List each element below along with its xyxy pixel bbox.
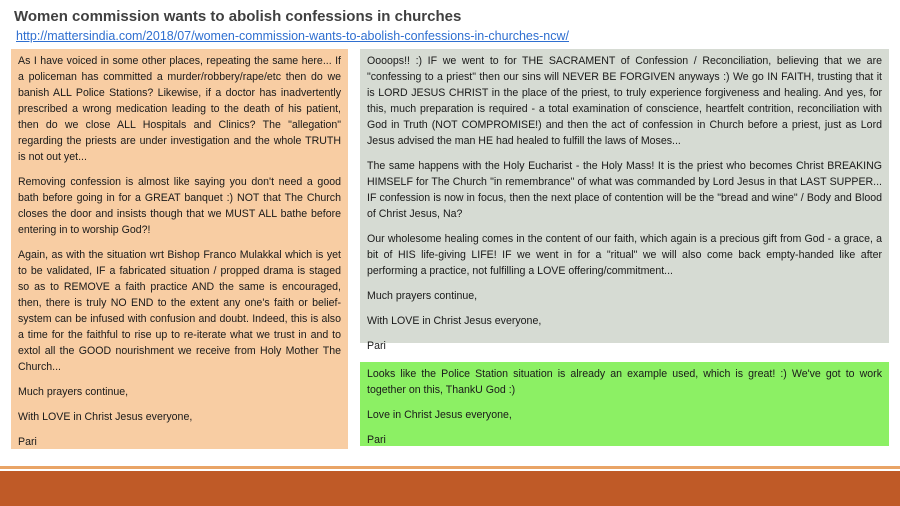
footer-bar xyxy=(0,471,900,506)
comment-box-left xyxy=(11,49,348,449)
comment-signature: Pari xyxy=(18,436,37,448)
comment-signature: Pari xyxy=(367,340,386,352)
comment-paragraph: Much prayers continue, xyxy=(367,290,478,302)
comment-paragraph: As I have voiced in some other places, repeating the same here... If a policeman has committed a murder/robbery/rape/etc then do we banish ALL Police Stations? Likewise, if a doctor has inadvertently prescribed a wrong medication leading to the death of his patient, then do we close ALL Hospitals and Clinics? The "allegation" regarding the priests are under investigation and the whole TRUTH is not out yet... xyxy=(18,55,341,163)
comment-paragraph: The same happens with the Holy Eucharist - the Holy Mass! It is the priest who becomes Christ BREAKING HIMSELF for The Church "in remembrance" of what was commanded by Lord Jesus in that LAST SUPPER... IF confession is now in focus, then the next place of contention will be the "bread and wine" / Body and Blood of Christ Jesus, Na? xyxy=(367,160,882,220)
comment-paragraph: Love in Christ Jesus everyone, xyxy=(367,409,512,421)
comment-paragraph: Much prayers continue, xyxy=(18,386,129,398)
footer-accent-line xyxy=(0,466,900,469)
comment-signature: Pari xyxy=(367,434,386,446)
comment-paragraph: Looks like the Police Station situation is already an example used, which is great! :) We've got to work together on this, ThankU God :) xyxy=(367,368,882,396)
comment-box-right-bottom xyxy=(360,362,889,446)
comment-paragraph: Again, as with the situation wrt Bishop Franco Mulakkal which is yet to be validated, IF a fabricated situation / propped drama is staged so as to REMOVE a faith practice AND the same is encouraged, then, there is truly NO END to the extent any one's faith or belief-system can be infused with confusion and doubt. Indeed, this is also a time for the faithful to rise up to re-iterate what we trust in and to extol all the GOOD nourishment we receive from Holy Mother The Church... xyxy=(18,249,341,373)
comment-paragraph: Removing confession is almost like saying you don't need a good bath before going in for a GREAT banquet :) NOT that The Church closes the door and insists though that we MUST ALL bathe before entering in to worship God?! xyxy=(18,176,341,236)
comment-paragraph: With LOVE in Christ Jesus everyone, xyxy=(18,411,193,423)
article-link[interactable]: http://mattersindia.com/2018/07/women-commission-wants-to-abolish-confessions-in-churches-ncw/ xyxy=(16,29,570,43)
slide-title: Women commission wants to abolish confessions in churches xyxy=(14,8,462,25)
comment-box-right-top xyxy=(360,49,889,352)
comment-paragraph: With LOVE in Christ Jesus everyone, xyxy=(367,315,542,327)
comment-paragraph: Oooops!! :) IF we went to for THE SACRAMENT of Confession / Reconciliation, believing that we are "confessing to a priest" then our sins will NEVER BE FORGIVEN anyways :) We go IN FAITH, trusting that it is LORD JESUS CHRIST in the place of the priest, to truly experience forgiveness and healing. And yes, for this, much preparation is required - a total examination of conscience, heartfelt contrition, reconciliation with God in Truth (NOT COMPROMISE!) and then the act of confession in Church before a priest, just as Lord Jesus advised the man HE had healed to fulfill the laws of Moses... xyxy=(367,55,882,147)
comment-paragraph: Our wholesome healing comes in the content of our faith, which again is a precious gift from God - a grace, a bit of HIS life-giving LIFE! IF we went in for a "ritual" we will also come back empty-handed like after performing a practice, not fulfilling a LOVE offering/commitment... xyxy=(367,233,882,277)
